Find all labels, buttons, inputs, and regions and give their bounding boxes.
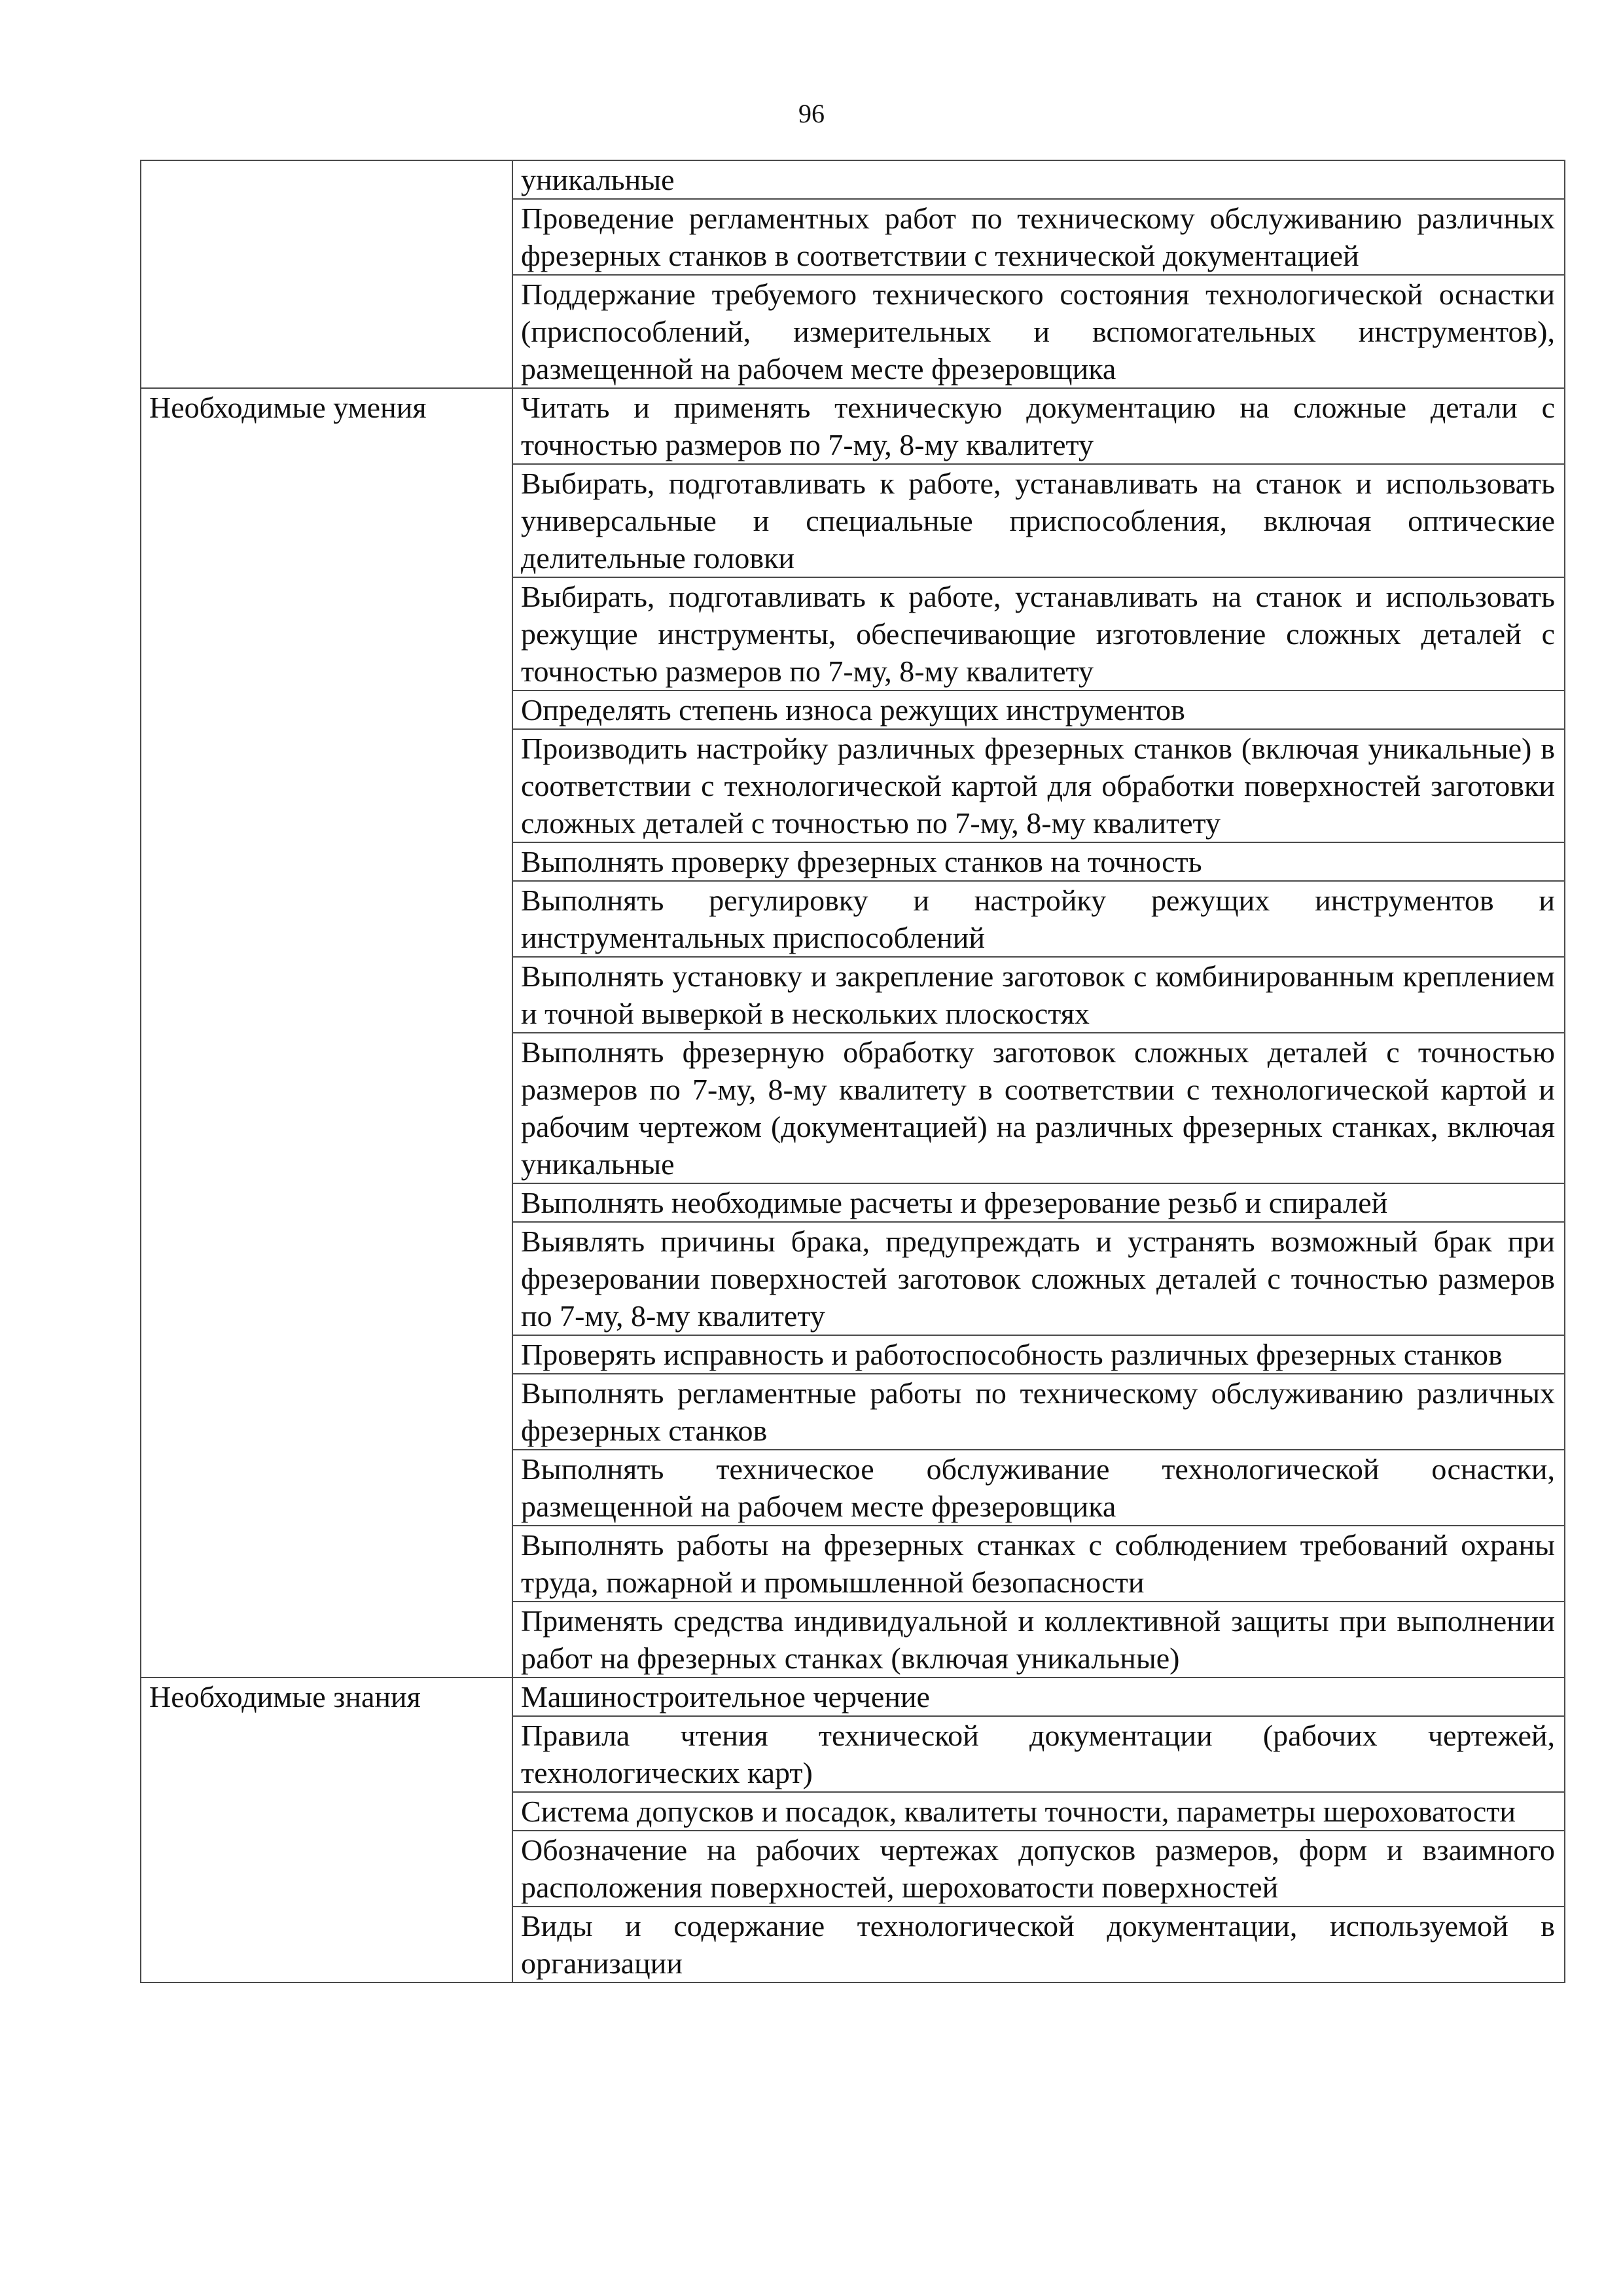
table-cell-text: Применять средства индивидуальной и коллективной защиты при выполнении работ на фрезерных станках (включая уникальные) [512, 1602, 1565, 1677]
page-number: 96 [798, 99, 825, 128]
table-cell-text: Выполнять регламентные работы по техническому обслуживанию различных фрезерных станков [512, 1374, 1565, 1450]
table-cell-text: Выбирать, подготавливать к работе, устанавливать на станок и использовать режущие инструменты, обеспечивающие изготовление сложных деталей с точностью размеров по 7-му, 8-му квалитету [512, 577, 1565, 691]
table-cell-text: Обозначение на рабочих чертежах допусков размеров, форм и взаимного расположения поверхностей, шероховатости поверхностей [512, 1831, 1565, 1907]
table-cell-text: Выполнять работы на фрезерных станках с соблюдением требований охраны труда, пожарной и промышленной безопасности [512, 1526, 1565, 1602]
table-row [141, 388, 1565, 464]
table-cell-text: Выполнять фрезерную обработку заготовок сложных деталей с точностью размеров по 7-му, 8-му квалитету в соответствии с технологической картой и рабочим чертежом (документацией) на различных фрезерных станках, включая уникальные [512, 1033, 1565, 1183]
table-cell-text: Выявлять причины брака, предупреждать и устранять возможный брак при фрезеровании поверхностей заготовок сложных деталей с точностью размеров по 7-му, 8-му квалитету [512, 1222, 1565, 1335]
section-label-knowledge: Необходимые знания [141, 1677, 512, 1982]
table-cell-text: Выполнять установку и закрепление заготовок с комбинированным креплением и точной выверкой в нескольких плоскостях [512, 957, 1565, 1033]
requirements-table [140, 160, 1565, 1983]
table-cell-text: Правила чтения технической документации (рабочих чертежей, технологических карт) [512, 1716, 1565, 1792]
table-cell-text: Виды и содержание технологической документации, используемой в организации [512, 1907, 1565, 1982]
table-cell-text: Система допусков и посадок, квалитеты точности, параметры шероховатости [512, 1792, 1565, 1831]
table-row [141, 1677, 1565, 1716]
table-cell-text: Проведение регламентных работ по техническому обслуживанию различных фрезерных станков в соответствии с технической документацией [512, 199, 1565, 275]
table-cell-text: Выполнять техническое обслуживание технологической оснастки, размещенной на рабочем месте фрезеровщика [512, 1450, 1565, 1526]
table-cell-text: Читать и применять техническую документацию на сложные детали с точностью размеров по 7-му, 8-му квалитету [512, 388, 1565, 464]
table-cell-text: уникальные [512, 160, 1565, 199]
table-cell-text: Выполнять проверку фрезерных станков на точность [512, 842, 1565, 881]
table-cell-text: Проверять исправность и работоспособность различных фрезерных станков [512, 1335, 1565, 1374]
table-cell-text: Производить настройку различных фрезерных станков (включая уникальные) в соответствии с технологической картой для обработки поверхностей заготовки сложных деталей с точностью по 7-му, 8-му квалитету [512, 729, 1565, 842]
table-cell-text: Выполнять необходимые расчеты и фрезерование резьб и спиралей [512, 1183, 1565, 1222]
table-cell-text: Определять степень износа режущих инструментов [512, 691, 1565, 729]
table-cell-text: Выполнять регулировку и настройку режущих инструментов и инструментальных приспособлений [512, 881, 1565, 957]
table-body [141, 160, 1565, 1982]
table-cell-text: Машиностроительное черчение [512, 1677, 1565, 1716]
section-label [141, 160, 512, 388]
section-label-skills: Необходимые умения [141, 388, 512, 1677]
table-cell-text: Выбирать, подготавливать к работе, устанавливать на станок и использовать универсальные и специальные приспособления, включая оптические делительные головки [512, 464, 1565, 577]
table-cell-text: Поддержание требуемого технического состояния технологической оснастки (приспособлений, измерительных и вспомогательных инструментов), размещенной на рабочем месте фрезеровщика [512, 275, 1565, 388]
table-row [141, 160, 1565, 199]
